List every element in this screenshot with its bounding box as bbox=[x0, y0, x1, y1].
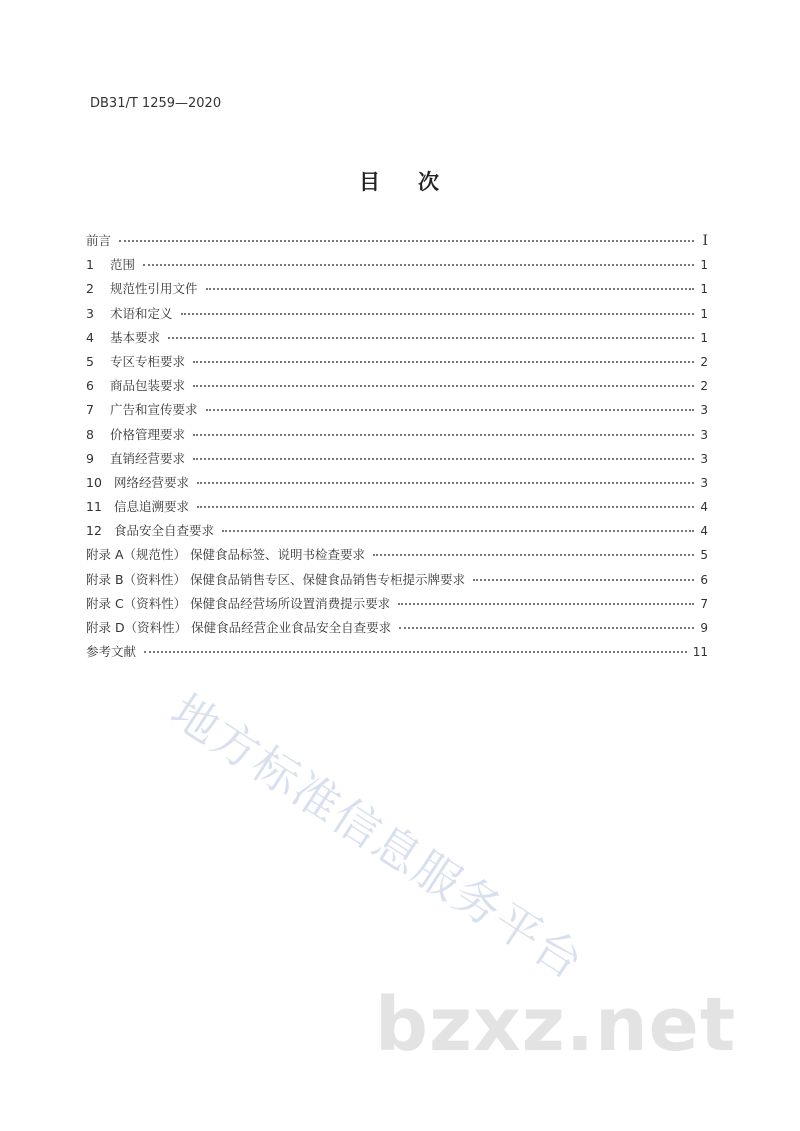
toc-page-number: 9 bbox=[700, 621, 708, 635]
dot-leader bbox=[197, 482, 694, 484]
toc-page-number: 3 bbox=[700, 427, 708, 442]
toc-entry-label: 5 专区专柜要求 bbox=[86, 353, 186, 369]
dot-leader bbox=[119, 240, 694, 242]
dot-leader bbox=[197, 506, 694, 508]
dot-leader bbox=[222, 530, 694, 532]
toc-entry-9[interactable] bbox=[86, 450, 708, 474]
dot-leader bbox=[193, 458, 694, 460]
toc-page-number: 1 bbox=[700, 258, 708, 273]
toc-entry-references[interactable] bbox=[86, 643, 708, 667]
toc-page-number: 3 bbox=[700, 475, 708, 490]
toc-entry-label: 前言 bbox=[86, 233, 112, 248]
toc-page-number: 1 bbox=[700, 282, 708, 297]
toc-entry-label: 9 直销经营要求 bbox=[86, 450, 186, 466]
toc-entry-label: 6 商品包装要求 bbox=[86, 378, 186, 394]
dot-leader bbox=[193, 434, 694, 436]
dot-leader bbox=[399, 627, 694, 629]
toc-heading bbox=[0, 166, 800, 196]
toc-entry-annex-b[interactable] bbox=[86, 571, 708, 595]
dot-leader bbox=[206, 409, 694, 411]
toc-entry-label: 7 广告和宣传要求 bbox=[86, 402, 198, 418]
toc-entry-label: 3 术语和定义 bbox=[86, 305, 173, 321]
dot-leader bbox=[168, 337, 694, 339]
toc-page-number: 1 bbox=[700, 330, 708, 345]
toc-entry-8[interactable] bbox=[86, 426, 708, 450]
toc-entry-label: 4 基本要求 bbox=[86, 329, 161, 345]
toc-entry-label: 8 价格管理要求 bbox=[86, 426, 186, 442]
toc-entry-number: 12 bbox=[86, 523, 102, 539]
toc-page-number: 3 bbox=[700, 403, 708, 418]
toc-entry-1[interactable] bbox=[86, 256, 708, 280]
toc-entry-10[interactable] bbox=[86, 474, 708, 498]
toc-entry-annex-d[interactable] bbox=[86, 619, 708, 643]
toc-page-number: 2 bbox=[700, 354, 708, 369]
dot-leader bbox=[206, 288, 694, 290]
toc-entry-annex-a[interactable] bbox=[86, 546, 708, 570]
toc-entry-label: 12 食品安全自查要求 bbox=[86, 523, 215, 539]
toc-entry-3[interactable] bbox=[86, 305, 708, 329]
toc-entry-11[interactable] bbox=[86, 498, 708, 522]
toc-entry-number: 9 bbox=[86, 450, 94, 466]
dot-leader bbox=[373, 554, 694, 556]
dot-leader bbox=[398, 603, 694, 605]
toc-entry-number: 6 bbox=[86, 378, 94, 394]
toc-entry-label: 参考文献 bbox=[86, 644, 137, 660]
toc-entry-7[interactable] bbox=[86, 401, 708, 425]
dot-leader bbox=[181, 313, 694, 315]
dot-leader bbox=[144, 651, 687, 653]
toc-entry-12[interactable] bbox=[86, 522, 708, 546]
toc-page-number: 6 bbox=[700, 572, 708, 587]
toc-heading-char-1: 目 bbox=[359, 170, 382, 194]
toc-heading-char-2: 次 bbox=[418, 170, 441, 194]
toc-page-number: 1 bbox=[700, 306, 708, 321]
document-code: DB31/T 1259—2020 bbox=[90, 96, 222, 111]
toc-page-number: 2 bbox=[700, 379, 708, 394]
toc-entry-number: 7 bbox=[86, 402, 94, 418]
toc-entry-6[interactable] bbox=[86, 377, 708, 401]
dot-leader bbox=[143, 264, 694, 266]
toc-entry-number: 5 bbox=[86, 353, 94, 369]
toc-page-number: 7 bbox=[700, 596, 708, 611]
toc-entry-2[interactable] bbox=[86, 280, 708, 304]
toc-entry-foreword[interactable] bbox=[86, 232, 708, 256]
toc-entry-number: 1 bbox=[86, 257, 94, 273]
toc-page-number: I bbox=[702, 233, 708, 249]
toc-entry-number: 8 bbox=[86, 426, 94, 442]
toc-entry-number: 11 bbox=[86, 499, 102, 515]
toc-entry-label: 10 网络经营要求 bbox=[86, 474, 190, 490]
toc-page-number: 11 bbox=[692, 645, 708, 660]
dot-leader bbox=[193, 361, 694, 363]
table-of-contents bbox=[86, 232, 708, 667]
toc-entry-number: 2 bbox=[86, 281, 94, 297]
toc-entry-number: 10 bbox=[86, 474, 102, 490]
toc-entry-label: 附录 D（资料性） 保健食品经营企业食品安全自查要求 bbox=[86, 620, 392, 635]
toc-page-number: 4 bbox=[700, 524, 708, 539]
toc-entry-label: 附录 A（规范性） 保健食品标签、说明书检查要求 bbox=[86, 547, 365, 563]
dot-leader bbox=[193, 385, 694, 387]
toc-entry-number: 4 bbox=[86, 329, 94, 345]
toc-entry-4[interactable] bbox=[86, 329, 708, 353]
toc-entry-5[interactable] bbox=[86, 353, 708, 377]
platform-watermark: 地方标准信息服务平台 bbox=[161, 683, 594, 991]
toc-entry-label: 附录 B（资料性） 保健食品销售专区、保健食品销售专柜提示牌要求 bbox=[86, 571, 466, 587]
toc-entry-label: 1 范围 bbox=[86, 257, 136, 273]
toc-entry-number: 3 bbox=[86, 305, 94, 321]
site-watermark: bzxz.net bbox=[375, 982, 737, 1068]
toc-page-number: 3 bbox=[700, 451, 708, 466]
toc-page-number: 4 bbox=[700, 500, 708, 515]
toc-page-number: 5 bbox=[700, 548, 708, 563]
toc-entry-label: 附录 C（资料性） 保健食品经营场所设置消费提示要求 bbox=[86, 595, 391, 611]
toc-entry-label: 2 规范性引用文件 bbox=[86, 281, 198, 297]
dot-leader bbox=[473, 579, 694, 581]
toc-entry-annex-c[interactable] bbox=[86, 595, 708, 619]
toc-entry-label: 11 信息追溯要求 bbox=[86, 499, 190, 515]
